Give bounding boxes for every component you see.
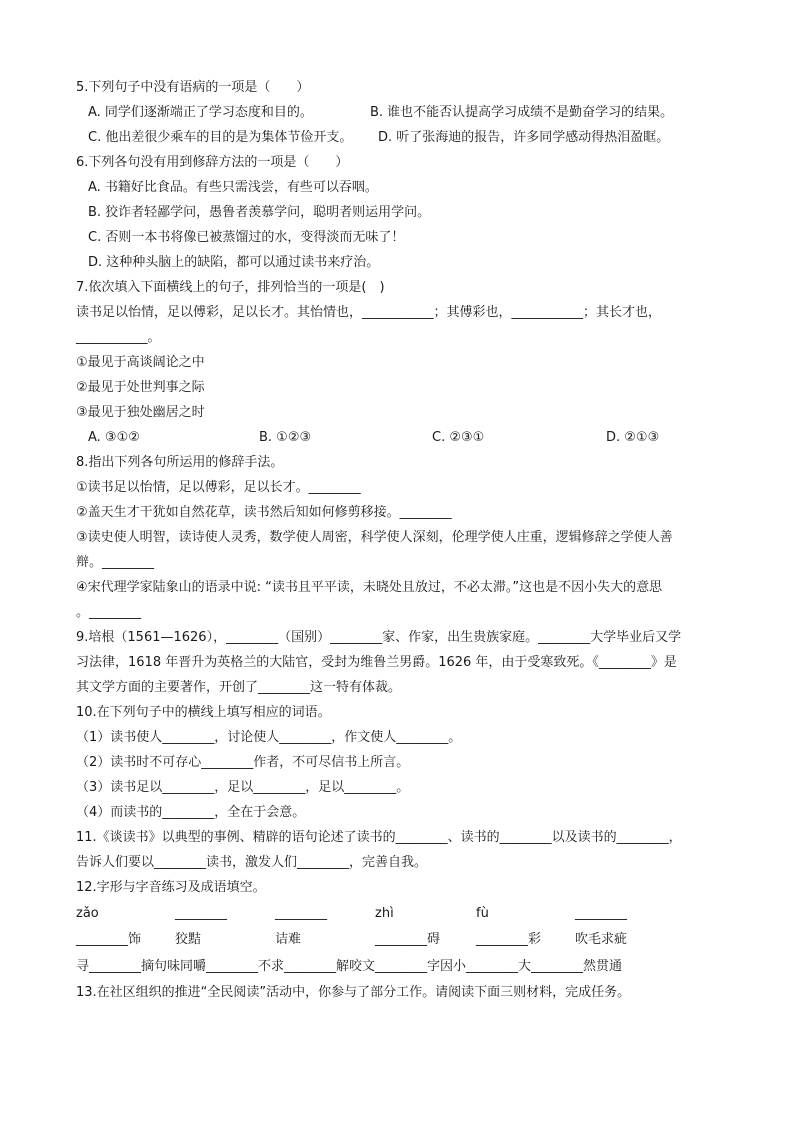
q13-stem: 13.在社区组织的推进“全民阅读”活动中，你参与了部分工作。请阅读下面三则材料，完成任务。 (76, 985, 631, 1000)
q12-word: 诘难 (275, 932, 302, 947)
q9-line1: 9.培根（1561—1626），________（国别）________家、作家，出生贵族家庭。________大学毕业后又学 (76, 630, 682, 645)
q10-stem: 10.在下列句子中的横线上填写相应的词语。 (76, 705, 331, 720)
q5-stem: 5.下列句子中没有语病的一项是（ ） (76, 80, 310, 95)
q6-option-d: D. 这种种头脑上的缺陷，都可以通过读书来疗治。 (88, 255, 380, 270)
q7-option-d: D. ②①③ (606, 430, 660, 445)
q10-item-1: （1）读书使人________，讨论使人________，作文使人________。 (76, 730, 462, 745)
q8-item-3-line1: ③读史使人明智，读诗使人灵秀，数学使人周密，科学使人深刻，伦理学使人庄重，逻辑修辞之学使人善 (76, 530, 673, 545)
q12-blank: ________ (175, 906, 227, 921)
q8-stem: 8.指出下列各句所运用的修辞手法。 (76, 455, 284, 470)
q9-line2: 习法律，1618 年晋升为英格兰的大陆官，受封为维鲁兰男爵。1626 年，由于受寒致死。《________》是 (76, 655, 677, 670)
q12-blank: ________ (275, 906, 327, 921)
q6-option-a: A. 书籍好比食品。有些只需浅尝，有些可以吞咽。 (88, 180, 378, 195)
q7-sentence-3: ③最见于独处幽居之时 (76, 405, 205, 420)
q6-option-b: B. 狡诈者轻鄙学问，愚鲁者羡慕学问，聪明者则运用学问。 (88, 205, 431, 220)
q7-sentence-2: ②最见于处世判事之际 (76, 380, 205, 395)
q7-passage-line1: 读书足以怡情，足以傅彩，足以长才。其怡情也，___________；其傅彩也，___________；其长才也， (76, 305, 662, 320)
q11-line2: 告诉人们要以________读书，激发人们________，完善自我。 (76, 855, 428, 870)
q12-blank: ________ (575, 906, 627, 921)
q5-option-d: D. 听了张海迪的报告，许多同学感动得热泪盈眶。 (378, 130, 670, 145)
q12-pinyin-zhi: zhì (375, 906, 394, 921)
q8-item-2: ②盖天生才干犹如自然花草，读书然后知如何修剪移接。________ (76, 505, 452, 520)
q7-option-c: C. ②③① (432, 430, 485, 445)
q9-line3: 其文学方面的主要著作，开创了________这一特有体裁。 (76, 680, 402, 695)
q7-passage-line2: ___________。 (76, 330, 161, 345)
q12-word: 吹毛求疵 (575, 932, 628, 947)
q12-pinyin-fu: fù (476, 906, 489, 921)
q12-stem: 12.字形与字音练习及成语填空。 (76, 880, 266, 895)
q8-item-3-line2: 辩。________ (76, 555, 155, 570)
q10-item-4: （4）而读书的________，全在于会意。 (76, 805, 306, 820)
q10-item-2: （2）读书时不可存心________作者，不可尽信书上所言。 (76, 755, 410, 770)
q5-option-c: C. 他出差很少乘车的目的是为集体节俭开支。 (88, 130, 353, 145)
q10-item-3: （3）读书足以________，足以________，足以________。 (76, 780, 410, 795)
q7-stem: 7.依次填入下面横线上的句子，排列恰当的一项是( ) (76, 280, 385, 295)
q8-item-1: ①读书足以怡情，足以傅彩，足以长才。________ (76, 480, 361, 495)
q11-line1: 11.《谈读书》以典型的事例、精辟的语句论述了读书的________、读书的________以及读书的________， (76, 830, 682, 845)
q7-option-a: A. ③①② (88, 430, 140, 445)
q6-stem: 6.下列各句没有用到修辞方法的一项是（ ） (76, 155, 349, 170)
q6-option-c: C. 否则一本书将像已被蒸馏过的水，变得淡而无味了！ (88, 230, 405, 245)
q7-option-b: B. ①②③ (259, 430, 312, 445)
q7-sentence-1: ①最见于高谈阔论之中 (76, 355, 205, 370)
q12-word: 狡黠 (175, 932, 202, 947)
q12-word: ________碍 (375, 932, 441, 947)
q8-item-4-line2: 。________ (76, 605, 142, 620)
q5-option-a: A. 同学们逐渐端正了学习态度和目的。 (88, 105, 313, 120)
q12-word: ________饰 (76, 932, 142, 947)
q12-idiom-line: 寻________摘句味同嚼________不求________解咬文________字因小________大________然贯通 (76, 959, 623, 974)
q12-word: ________彩 (476, 932, 542, 947)
q5-option-b: B. 谁也不能否认提高学习成绩不是勤奋学习的结果。 (370, 105, 674, 120)
q8-item-4-line1: ④宋代理学家陆象山的语录中说: “读书且平平读，未晓处且放过，不必太滞。”这也是不因小失大的意思 (76, 580, 663, 595)
q12-pinyin-zao: zǎo (76, 906, 99, 921)
